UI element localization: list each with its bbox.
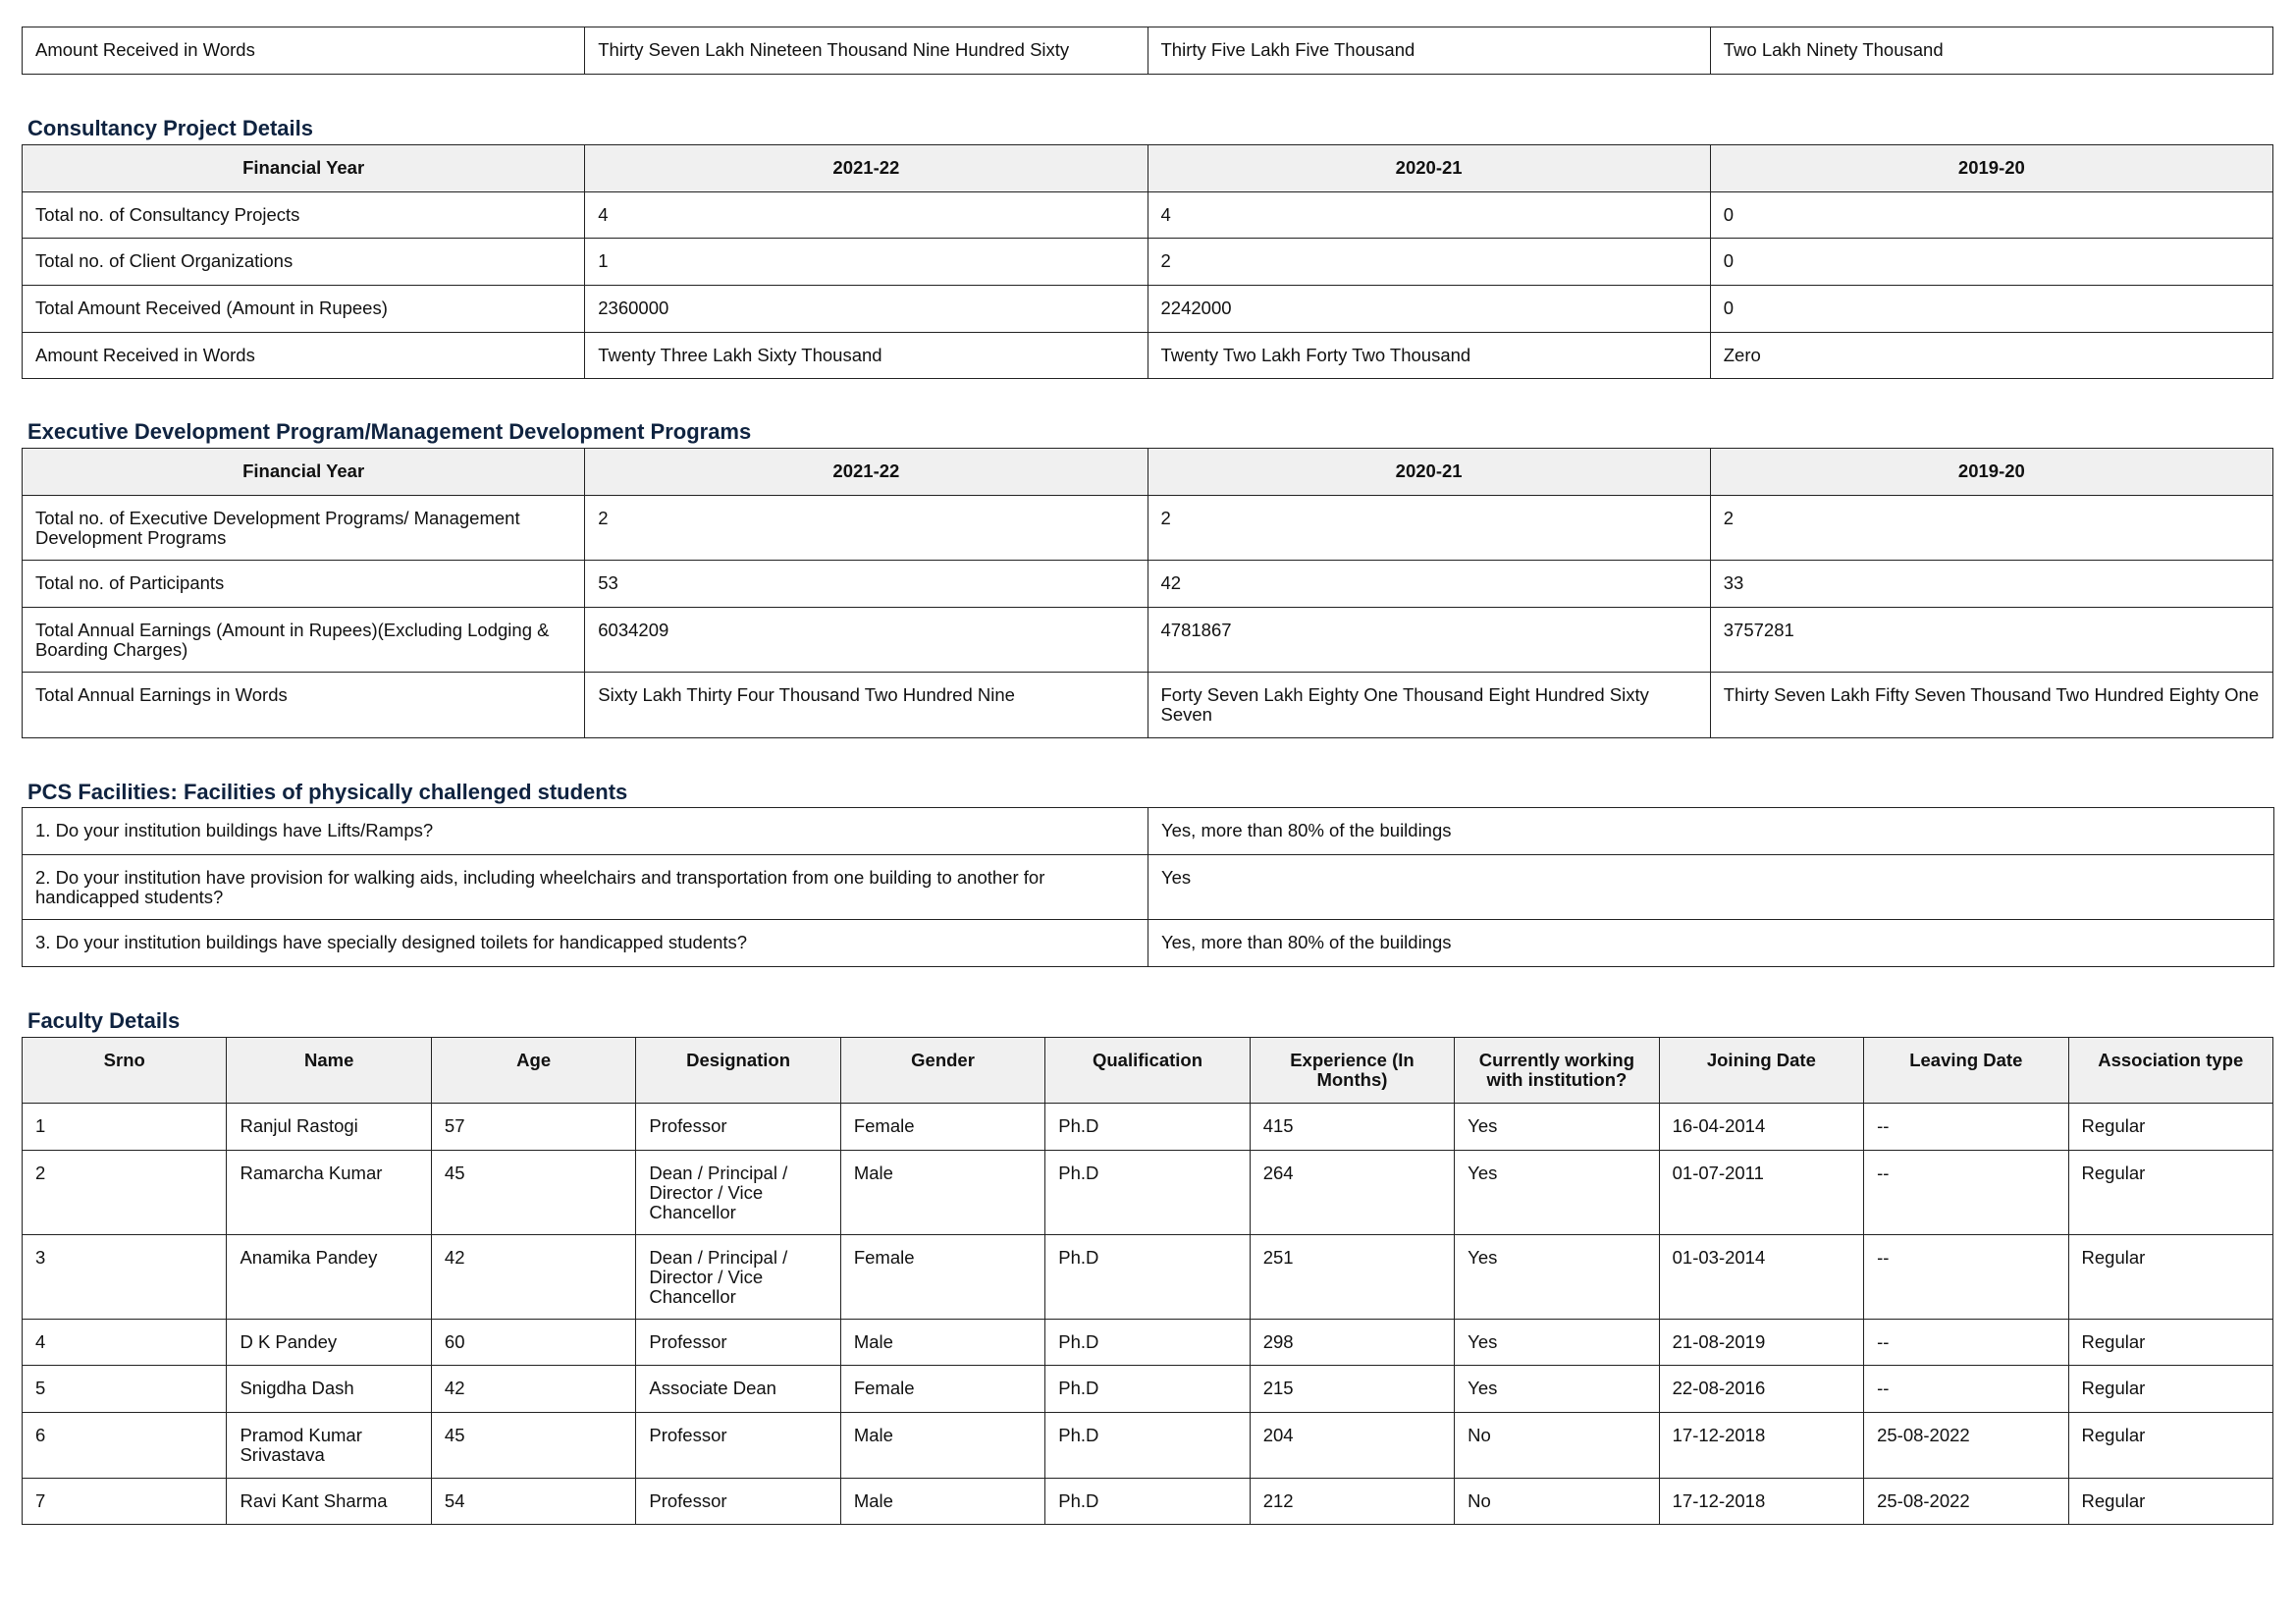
cell: 2360000 (585, 286, 1148, 333)
row-label: Total no. of Client Organizations (23, 239, 585, 286)
table-row (23, 332, 2273, 379)
answer: Yes, more than 80% of the buildings (1148, 808, 2274, 855)
cell-age: 42 (431, 1366, 635, 1413)
cell: 33 (1710, 561, 2272, 608)
table-row (23, 1366, 2273, 1413)
header-2020-21: 2020-21 (1148, 145, 1710, 192)
header-srno: Srno (23, 1038, 227, 1104)
cell-gender: Male (840, 1150, 1044, 1234)
answer: Yes, more than 80% of the buildings (1148, 920, 2274, 967)
cell-age: 60 (431, 1319, 635, 1366)
answer: Yes (1148, 854, 2274, 920)
cell: Sixty Lakh Thirty Four Thousand Two Hundred Nine (585, 673, 1148, 738)
consultancy-table (22, 144, 2273, 379)
table-row (23, 1150, 2273, 1234)
cell: 2 (1148, 239, 1710, 286)
cell: Forty Seven Lakh Eighty One Thousand Eight Hundred Sixty Seven (1148, 673, 1710, 738)
table-row (23, 495, 2273, 561)
table-row (23, 808, 2274, 855)
cell-name: D K Pandey (227, 1319, 431, 1366)
cell-qualification: Ph.D (1045, 1104, 1250, 1151)
cell-leaving-date: 25-08-2022 (1864, 1413, 2068, 1479)
cell-association-type: Regular (2068, 1234, 2272, 1319)
amount-received-table (22, 27, 2273, 75)
cell-gender: Male (840, 1413, 1044, 1479)
cell-experience: 298 (1250, 1319, 1454, 1366)
table-row (23, 1478, 2273, 1525)
table-row (23, 854, 2274, 920)
cell: 2 (585, 495, 1148, 561)
cell-name: Ranjul Rastogi (227, 1104, 431, 1151)
header-financial-year: Financial Year (23, 145, 585, 192)
cell-age: 57 (431, 1104, 635, 1151)
table-row (23, 920, 2274, 967)
header-2021-22: 2021-22 (585, 145, 1148, 192)
faculty-table (22, 1037, 2273, 1525)
cell-name: Ravi Kant Sharma (227, 1478, 431, 1525)
cell-experience: 415 (1250, 1104, 1454, 1151)
cell-age: 45 (431, 1413, 635, 1479)
cell-joining-date: 17-12-2018 (1659, 1413, 1863, 1479)
cell-experience: 212 (1250, 1478, 1454, 1525)
section-title: PCS Facilities: Facilities of physically challenged students (27, 780, 628, 804)
edp-table (22, 448, 2273, 738)
cell-gender: Female (840, 1104, 1044, 1151)
cell-srno: 1 (23, 1104, 227, 1151)
cell: 1 (585, 239, 1148, 286)
cell: Zero (1710, 332, 2272, 379)
section-title: Consultancy Project Details (27, 116, 313, 140)
cell-association-type: Regular (2068, 1104, 2272, 1151)
cell-srno: 3 (23, 1234, 227, 1319)
header-qualification: Qualification (1045, 1038, 1250, 1104)
cell: 0 (1710, 239, 2272, 286)
header-2019-20: 2019-20 (1710, 145, 2272, 192)
row-label: Amount Received in Words (23, 332, 585, 379)
row-label: Total no. of Consultancy Projects (23, 191, 585, 239)
cell-qualification: Ph.D (1045, 1478, 1250, 1525)
pcs-table (22, 807, 2274, 967)
cell-designation: Dean / Principal / Director / Vice Chancellor (636, 1234, 840, 1319)
header-2021-22: 2021-22 (585, 449, 1148, 496)
cell-age: 42 (431, 1234, 635, 1319)
cell-2019-20: Two Lakh Ninety Thousand (1710, 27, 2272, 75)
table-row (23, 27, 2273, 75)
question: 1. Do your institution buildings have Lifts/Ramps? (23, 808, 1148, 855)
cell-currently-working: No (1455, 1413, 1659, 1479)
cell-2020-21: Thirty Five Lakh Five Thousand (1148, 27, 1710, 75)
header-joining-date: Joining Date (1659, 1038, 1863, 1104)
cell-name: Ramarcha Kumar (227, 1150, 431, 1234)
cell-experience: 215 (1250, 1366, 1454, 1413)
cell: 6034209 (585, 607, 1148, 673)
section-title: Faculty Details (27, 1008, 181, 1033)
cell: 4 (1148, 191, 1710, 239)
row-label: Total no. of Participants (23, 561, 585, 608)
cell-currently-working: Yes (1455, 1366, 1659, 1413)
cell-designation: Professor (636, 1319, 840, 1366)
cell-association-type: Regular (2068, 1478, 2272, 1525)
cell-designation: Associate Dean (636, 1366, 840, 1413)
cell: 3757281 (1710, 607, 2272, 673)
section-title: Executive Development Program/Management Development Programs (27, 419, 752, 444)
cell-experience: 251 (1250, 1234, 1454, 1319)
table-header-row (23, 1038, 2273, 1104)
cell-qualification: Ph.D (1045, 1150, 1250, 1234)
cell-leaving-date: -- (1864, 1234, 2068, 1319)
row-label: Total Amount Received (Amount in Rupees) (23, 286, 585, 333)
cell: Thirty Seven Lakh Fifty Seven Thousand Two Hundred Eighty One (1710, 673, 2272, 738)
cell-designation: Professor (636, 1478, 840, 1525)
cell-leaving-date: -- (1864, 1319, 2068, 1366)
table-row (23, 286, 2273, 333)
cell: 0 (1710, 286, 2272, 333)
cell-currently-working: No (1455, 1478, 1659, 1525)
cell-association-type: Regular (2068, 1366, 2272, 1413)
row-label: Amount Received in Words (23, 27, 585, 75)
row-label: Total no. of Executive Development Programs/ Management Development Programs (23, 495, 585, 561)
table-row (23, 1234, 2273, 1319)
cell-designation: Dean / Principal / Director / Vice Chancellor (636, 1150, 840, 1234)
cell-qualification: Ph.D (1045, 1319, 1250, 1366)
cell-joining-date: 01-03-2014 (1659, 1234, 1863, 1319)
cell-srno: 7 (23, 1478, 227, 1525)
cell-2021-22: Thirty Seven Lakh Nineteen Thousand Nine Hundred Sixty (585, 27, 1148, 75)
cell-association-type: Regular (2068, 1150, 2272, 1234)
cell-currently-working: Yes (1455, 1104, 1659, 1151)
cell-gender: Female (840, 1234, 1044, 1319)
table-header-row (23, 145, 2273, 192)
table-row (23, 673, 2273, 738)
cell-srno: 4 (23, 1319, 227, 1366)
cell-qualification: Ph.D (1045, 1234, 1250, 1319)
cell-srno: 6 (23, 1413, 227, 1479)
cell: 53 (585, 561, 1148, 608)
header-name: Name (227, 1038, 431, 1104)
header-age: Age (431, 1038, 635, 1104)
table-row (23, 607, 2273, 673)
cell: 4781867 (1148, 607, 1710, 673)
table-header-row (23, 449, 2273, 496)
cell-association-type: Regular (2068, 1413, 2272, 1479)
cell-gender: Female (840, 1366, 1044, 1413)
table-row (23, 561, 2273, 608)
cell: Twenty Two Lakh Forty Two Thousand (1148, 332, 1710, 379)
cell-experience: 264 (1250, 1150, 1454, 1234)
cell-qualification: Ph.D (1045, 1366, 1250, 1413)
cell: 42 (1148, 561, 1710, 608)
cell-age: 45 (431, 1150, 635, 1234)
cell: 2242000 (1148, 286, 1710, 333)
header-association-type: Association type (2068, 1038, 2272, 1104)
cell-currently-working: Yes (1455, 1150, 1659, 1234)
table-row (23, 1319, 2273, 1366)
cell: 0 (1710, 191, 2272, 239)
cell: Twenty Three Lakh Sixty Thousand (585, 332, 1148, 379)
cell-name: Snigdha Dash (227, 1366, 431, 1413)
cell: 4 (585, 191, 1148, 239)
cell-currently-working: Yes (1455, 1319, 1659, 1366)
cell-srno: 2 (23, 1150, 227, 1234)
cell-age: 54 (431, 1478, 635, 1525)
cell-joining-date: 17-12-2018 (1659, 1478, 1863, 1525)
cell-joining-date: 21-08-2019 (1659, 1319, 1863, 1366)
cell-association-type: Regular (2068, 1319, 2272, 1366)
cell-leaving-date: -- (1864, 1366, 2068, 1413)
table-row (23, 191, 2273, 239)
table-row (23, 239, 2273, 286)
cell-designation: Professor (636, 1104, 840, 1151)
row-label: Total Annual Earnings (Amount in Rupees)(Excluding Lodging & Boarding Charges) (23, 607, 585, 673)
cell-leaving-date: -- (1864, 1104, 2068, 1151)
question: 3. Do your institution buildings have specially designed toilets for handicapped students? (23, 920, 1148, 967)
cell-joining-date: 22-08-2016 (1659, 1366, 1863, 1413)
cell: 2 (1148, 495, 1710, 561)
cell: 2 (1710, 495, 2272, 561)
cell-gender: Male (840, 1478, 1044, 1525)
cell-srno: 5 (23, 1366, 227, 1413)
header-2019-20: 2019-20 (1710, 449, 2272, 496)
header-financial-year: Financial Year (23, 449, 585, 496)
cell-currently-working: Yes (1455, 1234, 1659, 1319)
cell-name: Anamika Pandey (227, 1234, 431, 1319)
cell-joining-date: 16-04-2014 (1659, 1104, 1863, 1151)
header-designation: Designation (636, 1038, 840, 1104)
header-experience: Experience (In Months) (1250, 1038, 1454, 1104)
cell-qualification: Ph.D (1045, 1413, 1250, 1479)
cell-gender: Male (840, 1319, 1044, 1366)
cell-leaving-date: -- (1864, 1150, 2068, 1234)
cell-leaving-date: 25-08-2022 (1864, 1478, 2068, 1525)
header-gender: Gender (840, 1038, 1044, 1104)
table-row (23, 1413, 2273, 1479)
faculty-rows (23, 1104, 2273, 1525)
header-leaving-date: Leaving Date (1864, 1038, 2068, 1104)
cell-experience: 204 (1250, 1413, 1454, 1479)
header-currently-working: Currently working with institution? (1455, 1038, 1659, 1104)
question: 2. Do your institution have provision for walking aids, including wheelchairs and transportation from one building to another for handicapped students? (23, 854, 1148, 920)
header-2020-21: 2020-21 (1148, 449, 1710, 496)
cell-name: Pramod Kumar Srivastava (227, 1413, 431, 1479)
cell-designation: Professor (636, 1413, 840, 1479)
row-label: Total Annual Earnings in Words (23, 673, 585, 738)
cell-joining-date: 01-07-2011 (1659, 1150, 1863, 1234)
table-row (23, 1104, 2273, 1151)
